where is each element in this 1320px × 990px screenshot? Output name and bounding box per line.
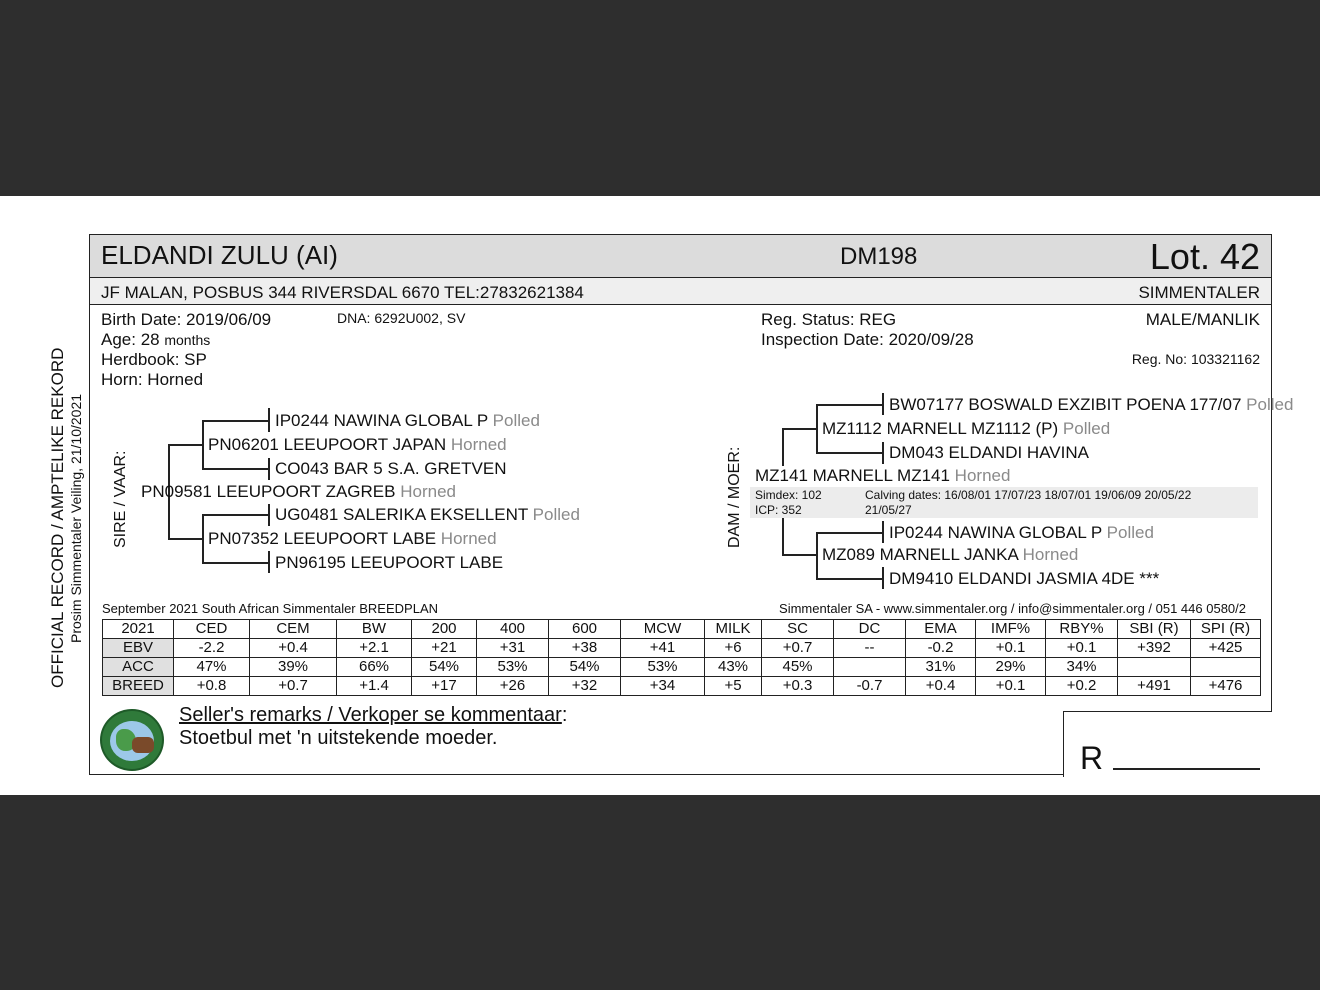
ebv-cell: [1191, 658, 1261, 677]
ebv-header-cell: EMA: [906, 620, 976, 639]
herdbook: Herdbook: SP: [101, 350, 207, 369]
ebv-cell: 53%: [621, 658, 705, 677]
ebv-cell: +2.1: [337, 639, 412, 658]
ebv-cell: +26: [477, 677, 549, 696]
dam-dam-sire: IP0244 NAWINA GLOBAL P Polled: [889, 523, 1154, 542]
breedplan-contact: Simmentaler SA - www.simmentaler.org / info@simmentaler.org / 051 446 0580/2: [779, 601, 1246, 616]
ebv-header-row: [103, 620, 1261, 639]
dam-name: MZ141 MARNELL MZ141 Horned: [755, 466, 1011, 485]
ebv-cell: +38: [549, 639, 621, 658]
ebv-cell: +21: [412, 639, 477, 658]
sss-tick: [268, 408, 270, 432]
ebv-cell: 66%: [337, 658, 412, 677]
sire-label: SIRE / VAAR:: [112, 450, 129, 548]
sire-sire-dam: CO043 BAR 5 S.A. GRETVEN: [275, 459, 507, 478]
dam-label: DAM / MOER:: [726, 446, 743, 548]
ss-line-top: [202, 420, 270, 422]
dd-line-top: [816, 532, 884, 534]
ebv-cell: +392: [1118, 639, 1191, 658]
birth-date: Birth Date: 2019/06/09: [101, 310, 272, 329]
ebv-cell: +0.1: [976, 639, 1046, 658]
dd-line-bottom: [816, 578, 884, 580]
ddd-tick: [882, 567, 884, 589]
ebv-cell: +0.7: [762, 639, 834, 658]
ebv-cell: +41: [621, 639, 705, 658]
calving-dates-cont: 21/05/27: [865, 503, 912, 517]
ssd-tick: [268, 458, 270, 480]
ds-connector: [816, 404, 818, 452]
ebv-cell: +0.1: [1046, 639, 1118, 658]
sire-dam: PN07352 LEEUPOORT LABE Horned: [208, 529, 497, 548]
ebv-cell: +0.4: [906, 677, 976, 696]
sire-sire: PN06201 LEEUPOORT JAPAN Horned: [208, 435, 507, 454]
ebv-cell: +5: [705, 677, 762, 696]
auction-text: Prosim Simmentaler Veiling, 21/10/2021: [68, 393, 84, 643]
ebv-header-cell: CED: [174, 620, 250, 639]
ebv-header-cell: MILK: [705, 620, 762, 639]
ebv-header-cell: RBY%: [1046, 620, 1118, 639]
sex: MALE/MANLIK: [1145, 310, 1260, 329]
ebv-header-cell: SPI (R): [1191, 620, 1261, 639]
ebv-cell: +0.2: [1046, 677, 1118, 696]
ebv-cell: +31: [477, 639, 549, 658]
ebv-cell: +0.8: [174, 677, 250, 696]
ebv-cell: 54%: [549, 658, 621, 677]
ebv-cell: -0.7: [834, 677, 906, 696]
ebv-row: [103, 677, 1261, 696]
ebv-cell: 47%: [174, 658, 250, 677]
ebv-header-cell: 200: [412, 620, 477, 639]
dam-dam-dam: DM9410 ELDANDI JASMIA 4DE ***: [889, 569, 1160, 588]
dss-tick: [882, 393, 884, 415]
official-record-text: OFFICIAL RECORD / AMPTELIKE REKORD: [48, 347, 67, 688]
ebv-cell: +0.4: [250, 639, 337, 658]
dam-sire: MZ1112 MARNELL MZ1112 (P) Polled: [822, 419, 1111, 438]
age-value: Age: 28: [101, 330, 160, 349]
dam-connector-top: [782, 428, 784, 466]
ebv-cell: 39%: [250, 658, 337, 677]
dds-tick: [882, 521, 884, 543]
ebv-row: [103, 658, 1261, 677]
sire-dam-sire: UG0481 SALERIKA EKSELLENT Polled: [275, 505, 580, 524]
ebv-cell: +1.4: [337, 677, 412, 696]
ebv-header-cell: CEM: [250, 620, 337, 639]
ebv-row-label: EBV: [103, 639, 174, 658]
dd-connector: [816, 532, 818, 578]
dam-line-dd: [782, 554, 818, 556]
sds-tick: [268, 504, 270, 526]
ebv-cell: +476: [1191, 677, 1261, 696]
ebv-cell: 29%: [976, 658, 1046, 677]
sd-line-bottom: [202, 562, 270, 564]
sire-name: PN09581 LEEUPOORT ZAGREB Horned: [141, 482, 456, 501]
remarks-title: Seller's remarks / Verkoper se kommentaar:: [179, 704, 568, 726]
ebv-table: [102, 619, 1261, 696]
ebv-cell: 43%: [705, 658, 762, 677]
ebv-row-label: ACC: [103, 658, 174, 677]
ebv-cell: 54%: [412, 658, 477, 677]
sire-line-sd: [168, 538, 204, 540]
ebv-cell: 45%: [762, 658, 834, 677]
ebv-header-cell: IMF%: [976, 620, 1046, 639]
ebv-header-cell: 400: [477, 620, 549, 639]
dna-info: DNA: 6292U002, SV: [337, 310, 466, 326]
ebv-cell: +491: [1118, 677, 1191, 696]
dam-sire-sire: BW07177 BOSWALD EXZIBIT POENA 177/07 Polled: [889, 395, 1294, 414]
ebv-cell: -2.2: [174, 639, 250, 658]
dam-sire-dam: DM043 ELDANDI HAVINA: [889, 443, 1089, 462]
ebv-header-cell: 600: [549, 620, 621, 639]
age: [101, 330, 210, 350]
ebv-header-cell: SC: [762, 620, 834, 639]
sdd-tick: [268, 551, 270, 573]
ebv-cell: +32: [549, 677, 621, 696]
dam-line-ds: [782, 428, 818, 430]
ebv-row: [103, 639, 1261, 658]
owner-address: JF MALAN, POSBUS 344 RIVERSDAL 6670 TEL:27832621384: [101, 283, 584, 302]
ebv-header-cell: 2021: [103, 620, 174, 639]
ebv-header-cell: SBI (R): [1118, 620, 1191, 639]
ss-line-bottom: [202, 468, 270, 470]
ebv-cell: -0.2: [906, 639, 976, 658]
dam-dam: MZ089 MARNELL JANKA Horned: [822, 545, 1079, 564]
ebv-cell: 34%: [1046, 658, 1118, 677]
ebv-cell: +0.1: [976, 677, 1046, 696]
ebv-cell: --: [834, 639, 906, 658]
icp: ICP: 352: [755, 503, 802, 517]
breed-name: SIMMENTALER: [1138, 283, 1260, 302]
reg-status: Reg. Status: REG: [761, 310, 897, 329]
ebv-header-cell: DC: [834, 620, 906, 639]
sd-connector: [202, 514, 204, 562]
inspection-date: Inspection Date: 2020/09/28: [761, 330, 974, 349]
ebv-cell: +0.7: [250, 677, 337, 696]
ebv-cell: [1118, 658, 1191, 677]
ebv-cell: 31%: [906, 658, 976, 677]
ebv-row-label: BREED: [103, 677, 174, 696]
sire-line-ss: [168, 444, 204, 446]
horn-status: Horn: Horned: [101, 370, 204, 389]
ebv-cell: +425: [1191, 639, 1261, 658]
price-input-line[interactable]: [1113, 768, 1260, 770]
ebv-cell: +17: [412, 677, 477, 696]
ebv-cell: +6: [705, 639, 762, 658]
dam-connector-bottom: [782, 518, 784, 554]
ebv-cell: +34: [621, 677, 705, 696]
sire-dam-dam: PN96195 LEEUPOORT LABE: [275, 553, 504, 572]
dsd-tick: [882, 442, 884, 464]
calving-dates: Calving dates: 16/08/01 17/07/23 18/07/01 19/06/09 20/05/22: [865, 488, 1192, 502]
ebv-cell: 53%: [477, 658, 549, 677]
ss-connector: [202, 420, 204, 468]
age-unit: months: [164, 332, 211, 348]
ebv-cell: [834, 658, 906, 677]
price-currency: R: [1080, 740, 1104, 776]
lot-number: Lot. 42: [1149, 236, 1260, 277]
sd-line-top: [202, 514, 270, 516]
simmentaler-logo: [100, 709, 164, 771]
ebv-cell: +0.3: [762, 677, 834, 696]
animal-name: ELDANDI ZULU (AI): [101, 240, 338, 270]
ebv-header-cell: BW: [337, 620, 412, 639]
ebv-header-cell: MCW: [621, 620, 705, 639]
reg-number: Reg. No: 103321162: [1131, 351, 1260, 367]
sire-sire-sire: IP0244 NAWINA GLOBAL P Polled: [275, 411, 540, 430]
simdex: Simdex: 102: [755, 488, 822, 502]
remarks-text: Stoetbul met 'n uitstekende moeder.: [179, 727, 498, 749]
ds-line-top: [816, 404, 884, 406]
animal-code: DM198: [840, 243, 918, 270]
breedplan-title: September 2021 South African Simmentaler BREEDPLAN: [102, 601, 439, 616]
ds-line-bottom: [816, 452, 884, 454]
